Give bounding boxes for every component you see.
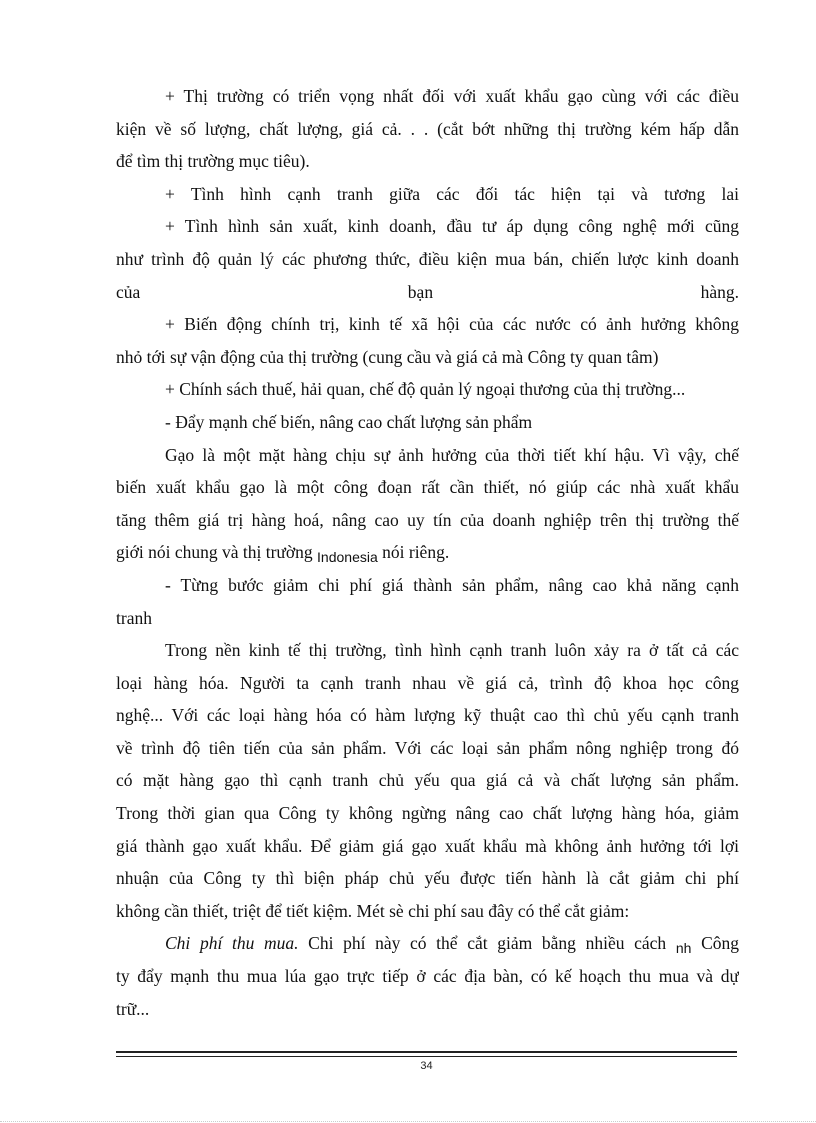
paragraph-line: kiện về số lượng, chất lượng, giá cả. . . (cắt bớt những thị trường kém hấp dẫn <box>116 118 739 139</box>
paragraph-line: - Đẩy mạnh chế biến, nâng cao chất lượng sản phẩm <box>165 411 533 432</box>
paragraph-line: nghệ... Với các loại hàng hóa có hàm lượng kỹ thuật cao thì chủ yếu cạnh tranh <box>116 705 739 726</box>
footer-rule-thick <box>116 1051 737 1053</box>
body-text <box>116 80 739 1025</box>
indonesia-label: Indonesia <box>317 549 378 566</box>
paragraph-line <box>116 536 739 569</box>
paragraph-line: biến xuất khẩu gạo là một công đoạn rất cần thiết, nó giúp các nhà xuất khẩu <box>116 477 739 498</box>
paragraph-line: của bạn hàng. <box>116 281 739 302</box>
paragraph-line: tranh <box>116 607 152 628</box>
page-edge <box>0 1121 816 1122</box>
paragraph-line: như trình độ quản lý các phương thức, điều kiện mua bán, chiến lược kinh doanh <box>116 248 739 269</box>
text-run: nói riêng. <box>382 542 450 563</box>
paragraph-line: + Chính sách thuế, hải quan, chế độ quản lý ngoại thương của thị trường... <box>165 379 686 400</box>
paragraph-line: Gạo là một mặt hàng chịu sự ảnh hưởng của thời tiết khí hậu. Vì vậy, chế <box>165 444 739 465</box>
small-fragment: nh <box>675 940 692 957</box>
paragraph-line: loại hàng hóa. Người ta cạnh tranh nhau về giá cả, trình độ khoa học công <box>116 672 739 693</box>
paragraph-line: trữ... <box>116 998 150 1019</box>
italic-heading: Chi phí thu mua. <box>165 933 299 954</box>
paragraph-line: tăng thêm giá trị hàng hoá, nâng cao uy tín của doanh nghiệp trên thị trường thế <box>116 509 739 530</box>
footer-rule-thin <box>116 1056 737 1057</box>
paragraph-line: về trình độ tiên tiến của sản phẩm. Với các loại sản phẩm nông nghiệp trong đó <box>116 737 739 758</box>
paragraph-line: + Thị trường có triển vọng nhất đối với xuất khẩu gạo cùng với các điều <box>165 86 739 106</box>
text-run: Công <box>701 933 739 954</box>
paragraph-line <box>116 927 739 960</box>
paragraph-line: để tìm thị trường mục tiêu). <box>116 151 310 172</box>
text-run: Chi phí này có thể cắt giảm bằng nhiều cách <box>308 933 667 954</box>
paragraph-line: không cần thiết, triệt để tiết kiệm. Mét sè chi phí sau đây có thể cắt giảm: <box>116 900 630 921</box>
paragraph-line: Trong nền kinh tế thị trường, tình hình cạnh tranh luôn xảy ra ở tất cả các <box>165 640 739 661</box>
paragraph-line: ty đẩy mạnh thu mua lúa gạo trực tiếp ở các địa bàn, có kế hoạch thu mua và dự <box>116 966 739 987</box>
paragraph-line: nhuận của Công ty thì biện pháp chủ yếu được tiến hành là cắt giảm chi phí <box>116 868 739 889</box>
paragraph-line: giá thành gạo xuất khẩu. Để giảm giá gạo xuất khẩu mà không ảnh hưởng tới lợi <box>116 835 739 856</box>
paragraph-line: + Tình hình sản xuất, kinh doanh, đầu tư áp dụng công nghệ mới cũng <box>165 216 739 237</box>
text-run: giới nói chung và thị trường <box>116 542 313 563</box>
paragraph-line: + Tình hình cạnh tranh giữa các đối tác hiện tại và tương lai <box>165 183 739 204</box>
paragraph-line: - Từng bước giảm chi phí giá thành sản phẩm, nâng cao khả năng cạnh <box>165 574 739 595</box>
paragraph-line: có mặt hàng gạo thì cạnh tranh chủ yếu qua giá cả và chất lượng sản phẩm. <box>116 770 739 791</box>
paragraph-line: Trong thời gian qua Công ty không ngừng nâng cao chất lượng hàng hóa, giảm <box>116 803 739 824</box>
paragraph-line: + Biến động chính trị, kinh tế xã hội của các nước có ảnh hưởng không <box>165 314 739 335</box>
paragraph-line: nhỏ tới sự vận động của thị trường (cung cầu và giá cả mà Công ty quan tâm) <box>116 346 659 367</box>
page-number: 34 <box>420 1060 433 1072</box>
